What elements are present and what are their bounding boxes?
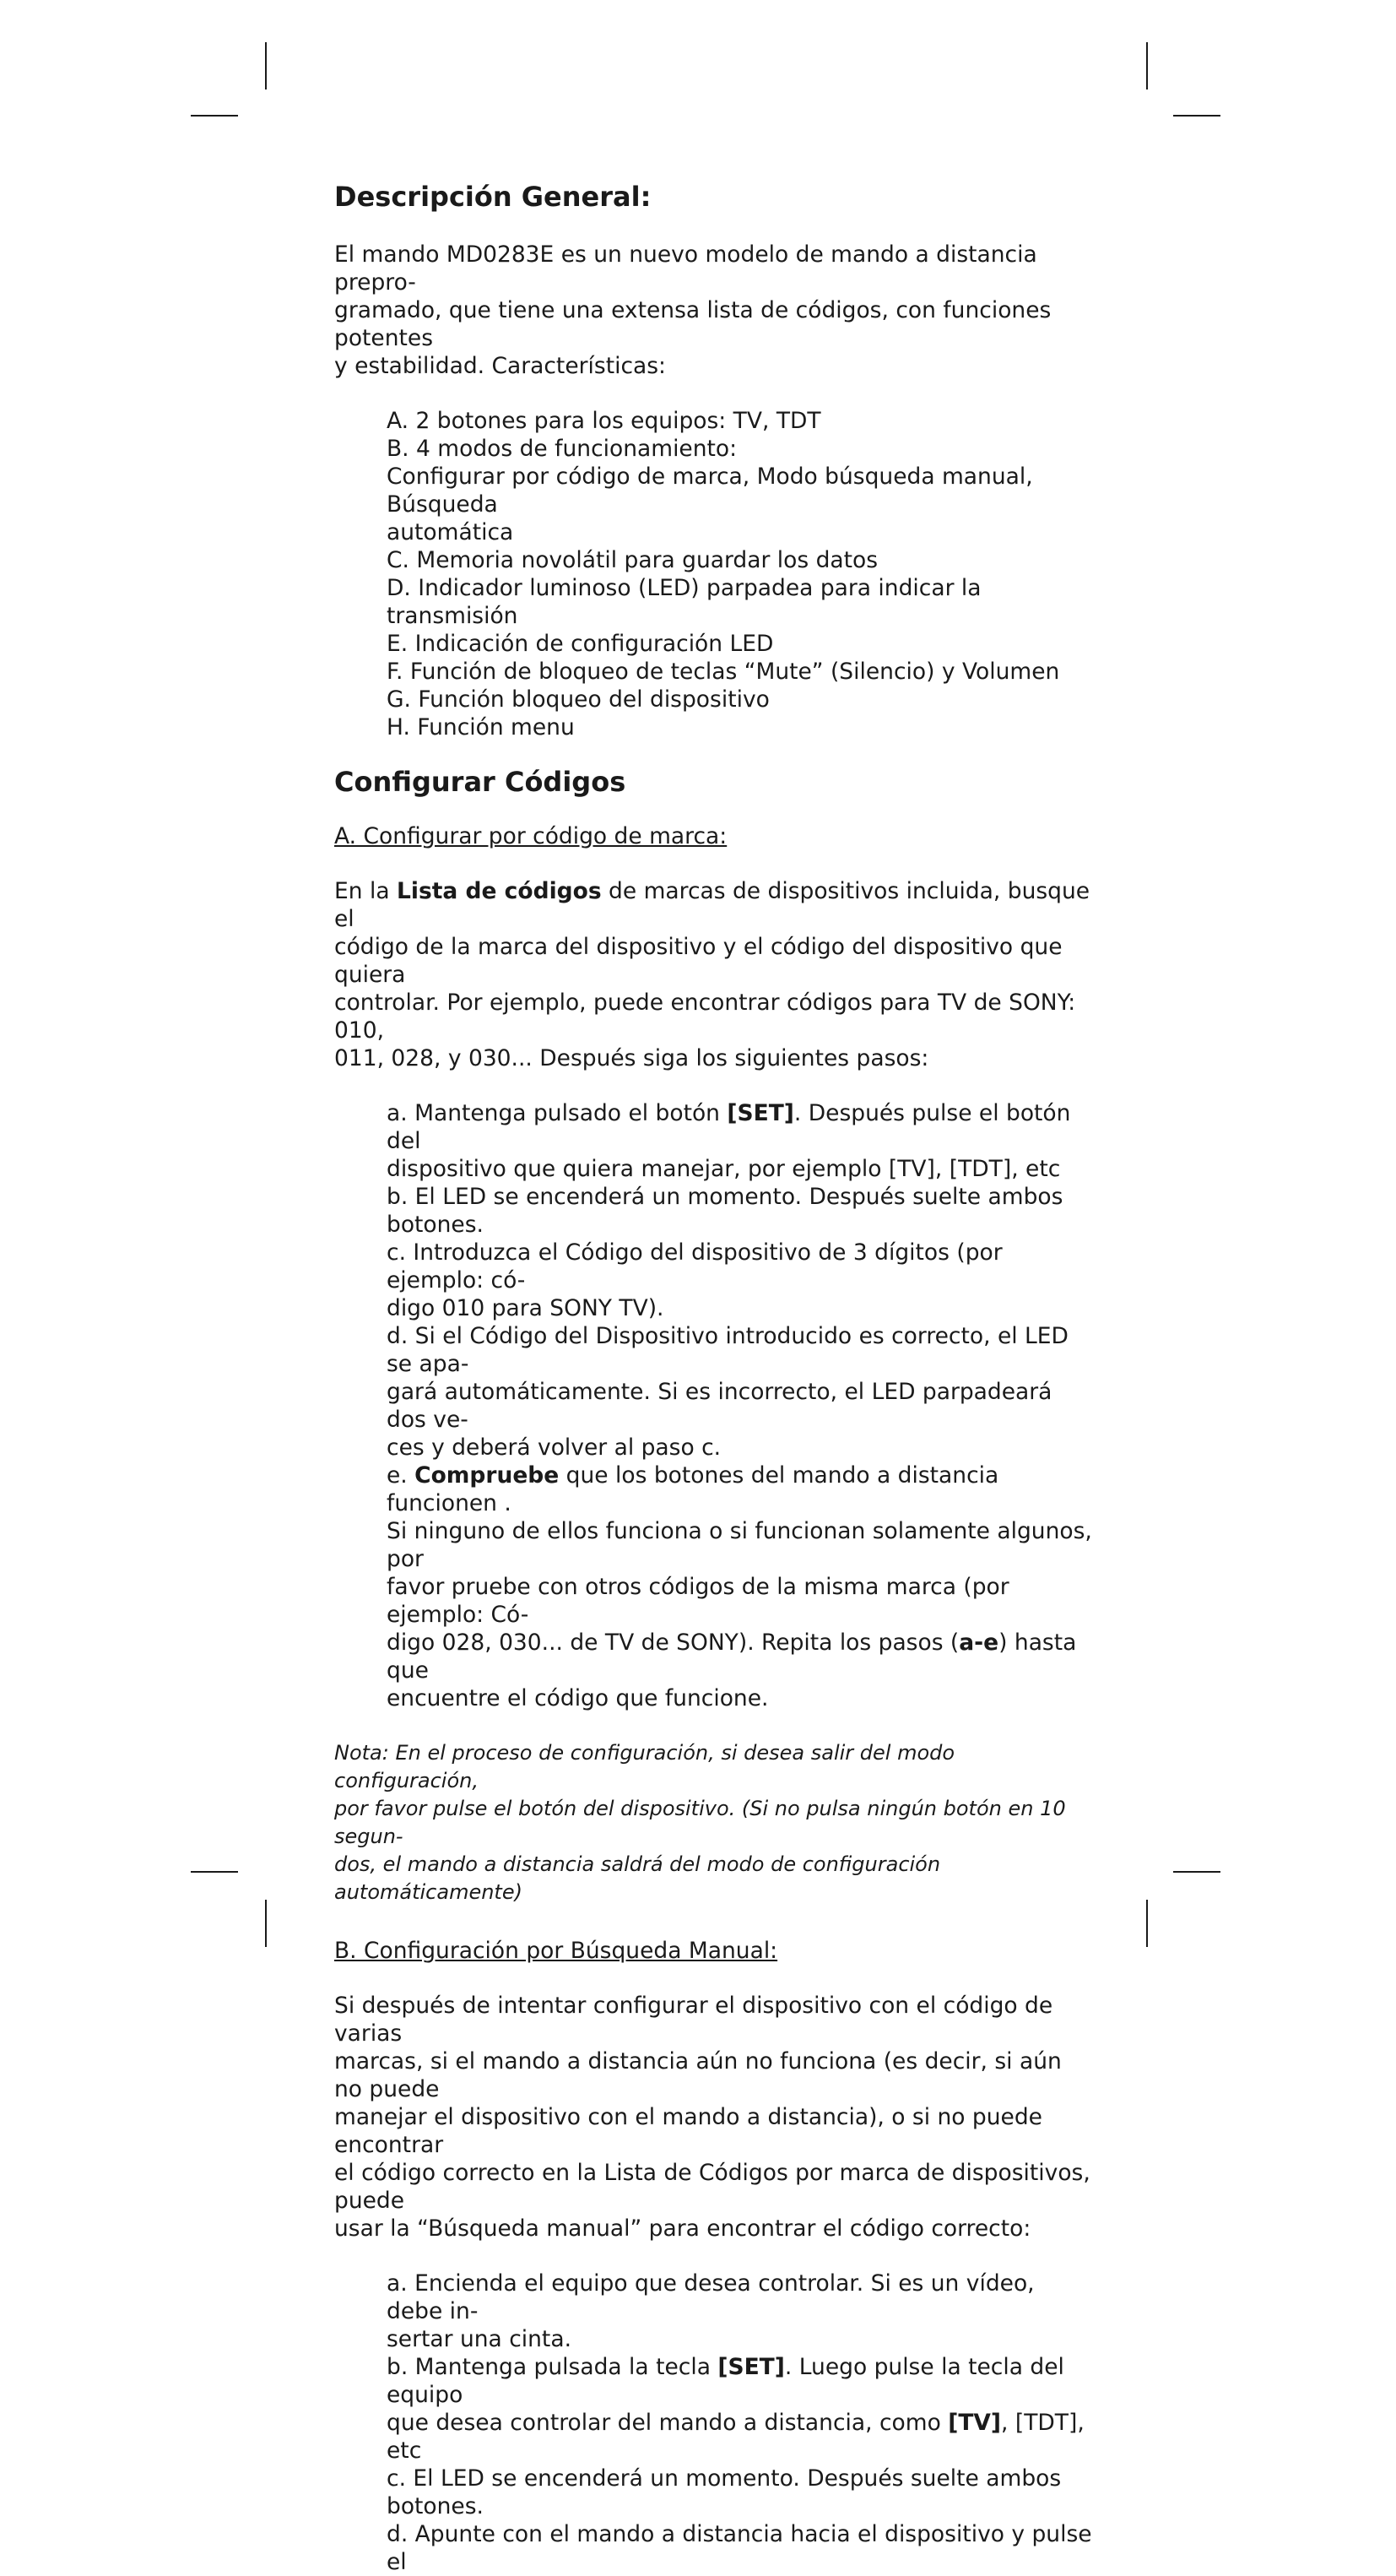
step-bold-text: Compruebe [414,1462,560,1489]
intro-line: Si después de intentar configurar el dispositivo con el código de varias [334,1993,1053,2047]
crop-mark-bottom-right-vertical [1146,1900,1148,1947]
step-text: e. [387,1462,415,1489]
crop-mark-bottom-right-horizontal [1173,1871,1220,1873]
step-item: ces y deberá volver al paso c. [387,1434,722,1461]
step-item [387,2409,1094,2465]
subsection-heading-a: A. Configurar por código de marca: [334,823,728,849]
crop-mark-bottom-left-vertical [265,1900,267,1947]
feature-item: C. Memoria novolátil para guardar los datos [387,547,879,573]
step-text: a. Mantenga pulsado el botón [387,1100,728,1126]
step-item: d. Si el Código del Dispositivo introducido es correcto, el LED se apa- [387,1323,1069,1377]
step-text: b. Mantenga pulsada la tecla [387,2354,718,2380]
step-item: encuentre el código que funcione. [387,1685,769,1711]
crop-mark-top-right-horizontal [1173,115,1220,117]
page-content [334,180,1094,2576]
step-text: que los botones del mando a distancia funcionen . [387,1462,999,1516]
note-line: Nota: En el proceso de configuración, si desea salir del modo configuración, [334,1741,955,1792]
step-item: dispositivo que quiera manejar, por ejemplo [TV], [TDT], etc [387,1156,1061,1182]
intro-text: En la [334,878,397,904]
intro-line: El mando MD0283E es un nuevo modelo de mando a distancia prepro- [334,241,1037,296]
step-item: a. Encienda el equipo que desea controlar. Si es un vídeo, debe in- [387,2270,1035,2324]
step-text: ) hasta que [387,1630,1077,1684]
intro-paragraph [334,241,1094,380]
step-item: favor pruebe con otros códigos de la misma marca (por ejemplo: Có- [387,1574,1009,1628]
step-item: c. Introduzca el Código del dispositivo de 3 dígitos (por ejemplo: có- [387,1239,1003,1293]
note-line: por favor pulse el botón del dispositivo. (Si no pulsa ningún botón en 10 segun- [334,1797,1066,1848]
steps-list-b [334,2270,1094,2576]
intro-bold-text: Lista de códigos [397,878,602,904]
step-bold-text: [SET] [727,1100,794,1126]
step-item [387,1462,1094,1517]
feature-item: D. Indicador luminoso (LED) parpadea para indicar la transmisión [387,575,982,629]
configuration-note [334,1739,1094,1906]
feature-item: G. Función bloqueo del dispositivo [387,686,770,713]
step-item [387,2353,1094,2409]
feature-item: E. Indicación de configuración LED [387,631,774,657]
step-text: digo 028, 030... de TV de SONY). Repita los pasos ( [387,1630,960,1656]
step-item: Si ninguno de ellos funciona o si funcionan solamente algunos, por [387,1518,1092,1572]
feature-item: Configurar por código de marca, Modo búsqueda manual, Búsqueda [387,464,1033,518]
step-item: d. Apunte con el mando a distancia hacia el dispositivo y pulse el [387,2521,1092,2575]
intro-line: código de la marca del dispositivo y el código del dispositivo que quiera [334,934,1063,988]
step-bold-text: [SET] [717,2354,785,2380]
intro-line: controlar. Por ejemplo, puede encontrar códigos para TV de SONY: 010, [334,990,1076,1044]
intro-line: y estabilidad. Características: [334,353,666,379]
feature-item: F. Función de bloqueo de teclas “Mute” (Silencio) y Volumen [387,659,1060,685]
step-item [387,1099,1094,1155]
step-text: , [TDT], etc [387,2410,1085,2464]
subsection-b-intro [334,1992,1094,2242]
step-item: b. El LED se encenderá un momento. Después suelte ambos botones. [387,1184,1063,1238]
subsection-heading-b: B. Configuración por Búsqueda Manual: [334,1938,778,1964]
step-item [387,1629,1094,1684]
intro-line: usar la “Búsqueda manual” para encontrar el código correcto: [334,2215,1031,2242]
subsection-a-intro [334,877,1094,1072]
step-item: sertar una cinta. [387,2326,571,2352]
intro-line: manejar el dispositivo con el mando a distancia), o si no puede encontrar [334,2104,1042,2158]
intro-line: el código correcto en la Lista de Códigos por marca de dispositivos, puede [334,2160,1090,2214]
step-text: que desea controlar del mando a distancia, como [387,2410,949,2436]
note-line: dos, el mando a distancia saldrá del modo de configuración automáticamente) [334,1852,941,1904]
step-item: digo 010 para SONY TV). [387,1295,664,1321]
steps-list-a [334,1099,1094,1712]
section-title-descripcion: Descripción General: [334,181,652,213]
feature-item: automática [387,519,514,545]
step-bold-text: [TV] [948,2410,1002,2436]
intro-line: 011, 028, y 030... Después siga los siguientes pasos: [334,1045,929,1071]
features-list [334,407,1094,741]
feature-item: H. Función menu [387,714,575,740]
crop-mark-top-right-vertical [1146,42,1148,89]
crop-mark-top-left-horizontal [191,115,238,117]
feature-item: A. 2 botones para los equipos: TV, TDT [387,408,821,434]
step-item: c. El LED se encenderá un momento. Después suelte ambos botones. [387,2465,1062,2519]
step-item: gará automáticamente. Si es incorrecto, el LED parpadeará dos ve- [387,1379,1052,1433]
step-text: . Después pulse el botón del [387,1100,1071,1154]
step-text: . Luego pulse la tecla del equipo [387,2354,1064,2408]
intro-line: marcas, si el mando a distancia aún no funciona (es decir, si aún no puede [334,2048,1062,2102]
feature-item: B. 4 modos de funcionamiento: [387,436,738,462]
intro-text: de marcas de dispositivos incluida, busque el [334,878,1090,932]
step-bold-text: a-e [959,1630,999,1656]
intro-line: gramado, que tiene una extensa lista de códigos, con funciones potentes [334,297,1052,351]
crop-mark-top-left-vertical [265,42,267,89]
crop-mark-bottom-left-horizontal [191,1871,238,1873]
section-title-configurar: Configurar Códigos [334,766,626,798]
